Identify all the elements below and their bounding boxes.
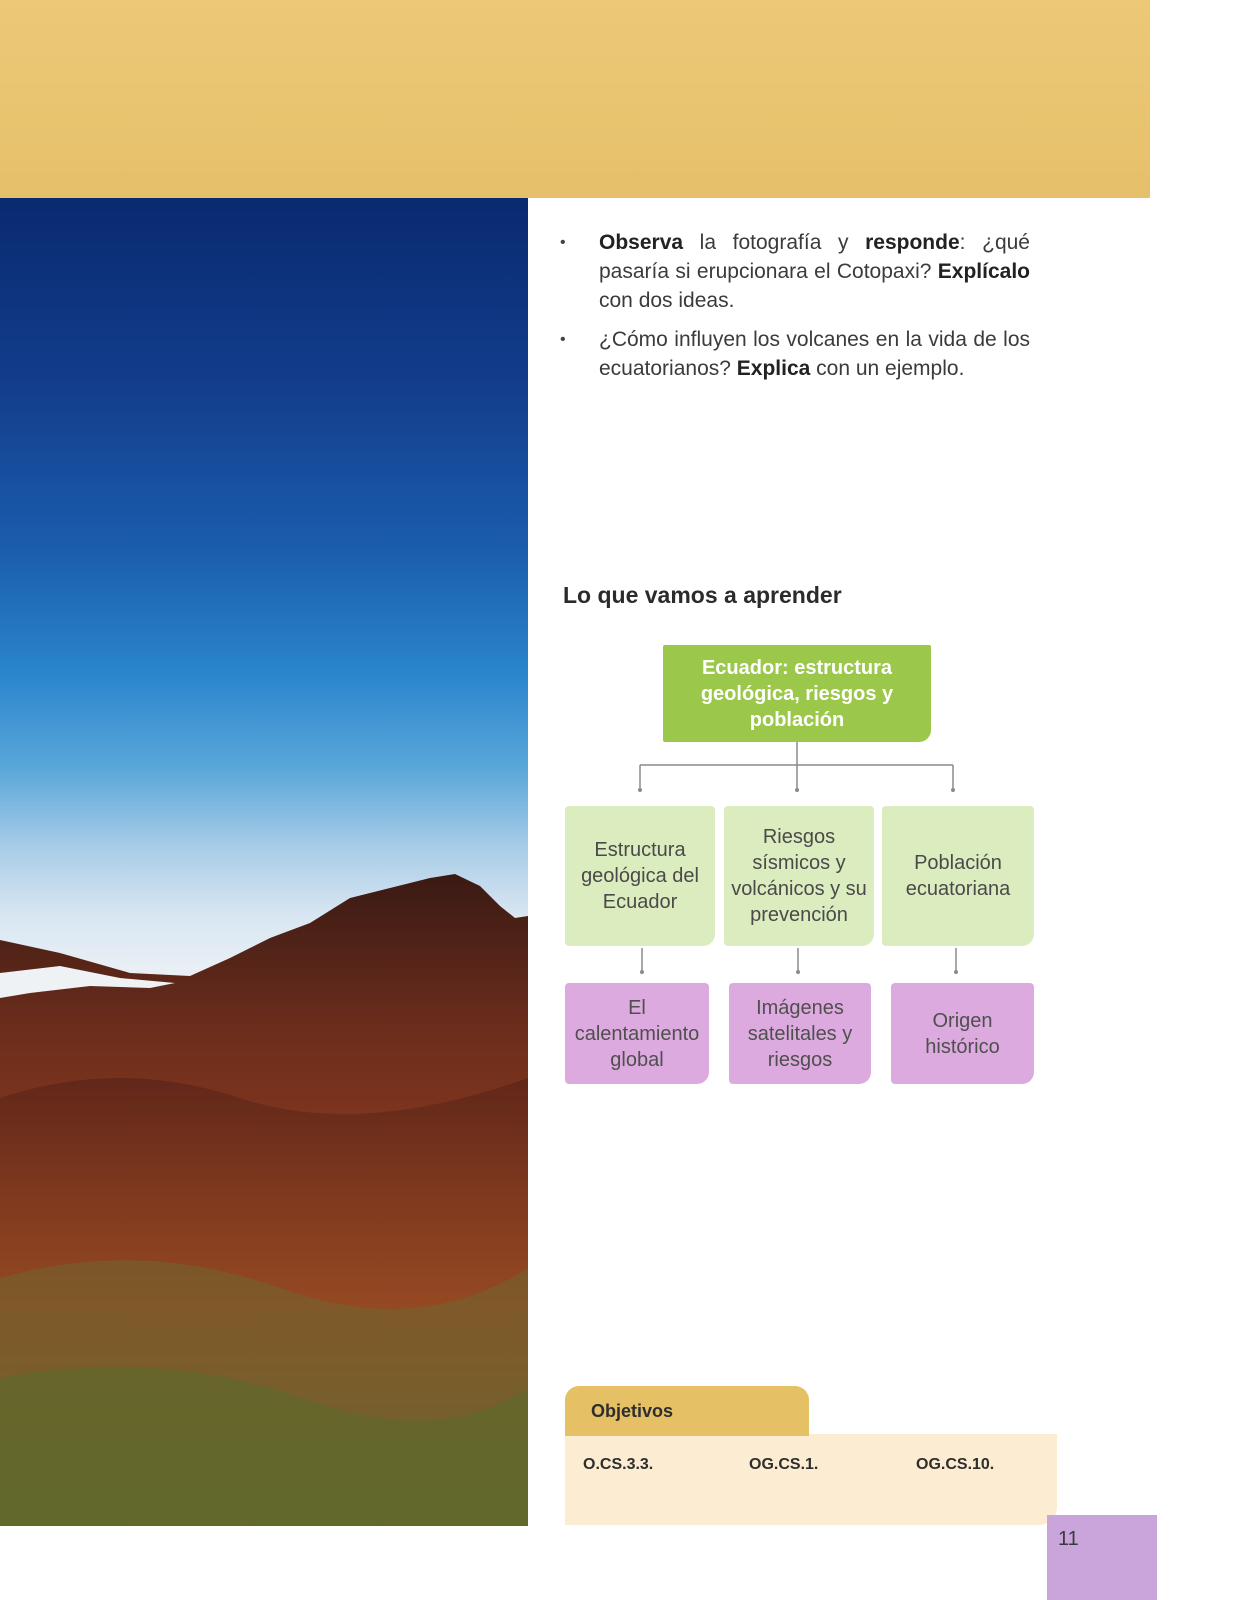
objective-code: O.CS.3.3. (583, 1456, 654, 1473)
objective-code: OG.CS.10. (916, 1456, 995, 1473)
question-text: Observa la fotografía y responde: ¿qué pasaría si erupcionara el Cotopaxi? Explícalo con dos ideas. (599, 231, 1030, 312)
topic-seismic-volcanic-risks: Riesgos sísmicos y volcánicos y su prevención (724, 806, 874, 946)
concept-map-root: Ecuador: estructura geológica, riesgos y población (663, 645, 931, 742)
question-text: ¿Cómo influyen los volcanes en la vida de los ecuatorianos? Explica con un ejemplo. (599, 328, 1030, 380)
page-number: 11 (1058, 1528, 1079, 1550)
objectives-panel (565, 1434, 1057, 1525)
objective-code: OG.CS.1. (749, 1456, 819, 1473)
topic-population: Población ecuatoriana (882, 806, 1034, 946)
objectives-title: Objetivos (565, 1386, 809, 1436)
subtopic-historical-origin: Origen histórico (891, 983, 1034, 1084)
subtopic-global-warming: El calentamiento global (565, 983, 709, 1084)
subtopic-satellite-images: Imágenes satelitales y riesgos (729, 983, 871, 1084)
topic-geological-structure: Estructura geológica del Ecuador (565, 806, 715, 946)
section-title: Lo que vamos a aprender (563, 582, 842, 608)
